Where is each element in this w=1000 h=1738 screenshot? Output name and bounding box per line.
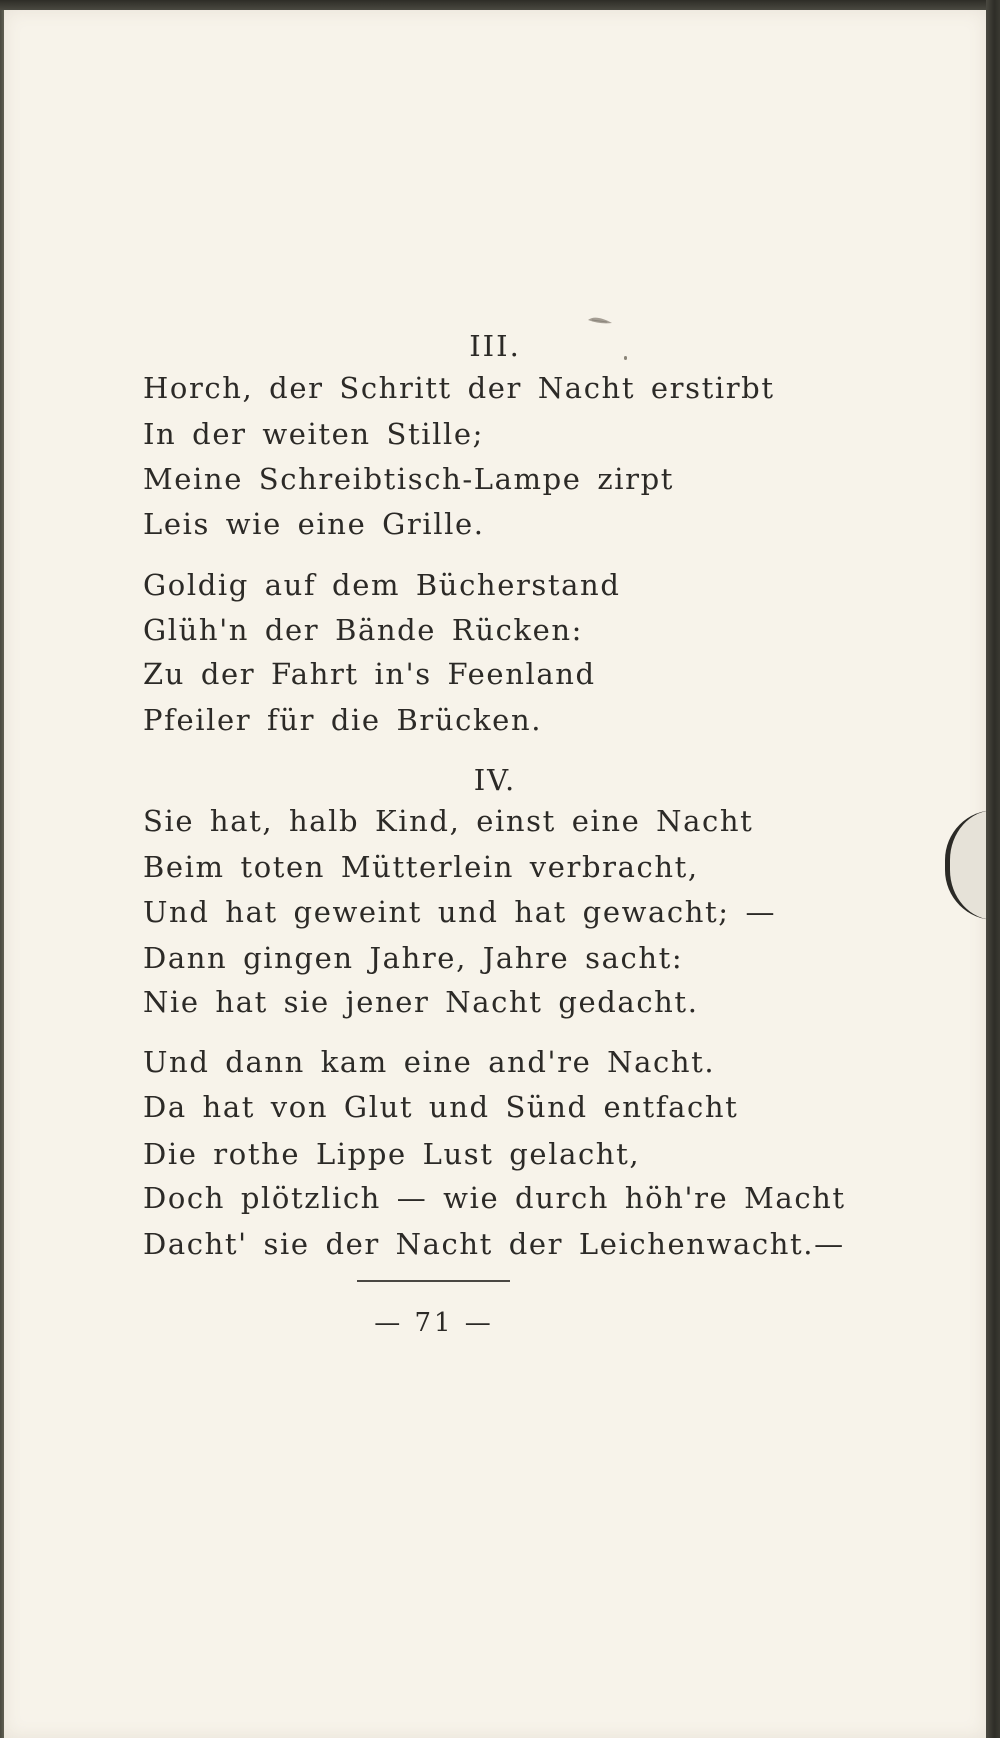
poem-line: Pfeiler für die Brücken.: [143, 703, 543, 737]
poem-line: Dacht' sie der Nacht der Leichenwacht.—: [143, 1227, 845, 1261]
stanza-heading-iv: IV.: [473, 763, 517, 797]
footer-rule: [357, 1280, 510, 1282]
poem-line: Doch plötzlich — wie durch höh're Macht: [143, 1181, 846, 1215]
poem-line: Leis wie eine Grille.: [143, 507, 485, 541]
poem-line: Die rothe Lippe Lust gelacht,: [143, 1137, 641, 1171]
ink-smudge-mark: [587, 315, 613, 325]
paper-page: [4, 10, 986, 1738]
poem-line: In der weiten Stille;: [143, 417, 485, 451]
poem-line: Und dann kam eine and're Nacht.: [143, 1045, 716, 1079]
book-right-edge: [986, 0, 1000, 1738]
poem-line: Dann gingen Jahre, Jahre sacht:: [143, 941, 684, 975]
poem-line: Da hat von Glut und Sünd entfacht: [143, 1090, 739, 1124]
page-number: — 71 —: [374, 1308, 494, 1338]
poem-line: Beim toten Mütterlein verbracht,: [143, 850, 699, 884]
poem-line: Horch, der Schritt der Nacht erstirbt: [143, 371, 775, 405]
poem-line: Meine Schreibtisch-Lampe zirpt: [143, 462, 674, 496]
book-top-edge: [0, 0, 1000, 10]
poem-line: Nie hat sie jener Nacht gedacht.: [143, 985, 699, 1019]
poem-line: Goldig auf dem Bücherstand: [143, 568, 621, 602]
poem-line: Zu der Fahrt in's Feenland: [143, 657, 596, 691]
poem-line: Sie hat, halb Kind, einst eine Nacht: [143, 804, 754, 838]
poem-line: Und hat geweint und hat gewacht; —: [143, 895, 777, 929]
stanza-heading-iii: III.: [469, 329, 521, 363]
poem-line: Glüh'n der Bände Rücken:: [143, 613, 584, 647]
